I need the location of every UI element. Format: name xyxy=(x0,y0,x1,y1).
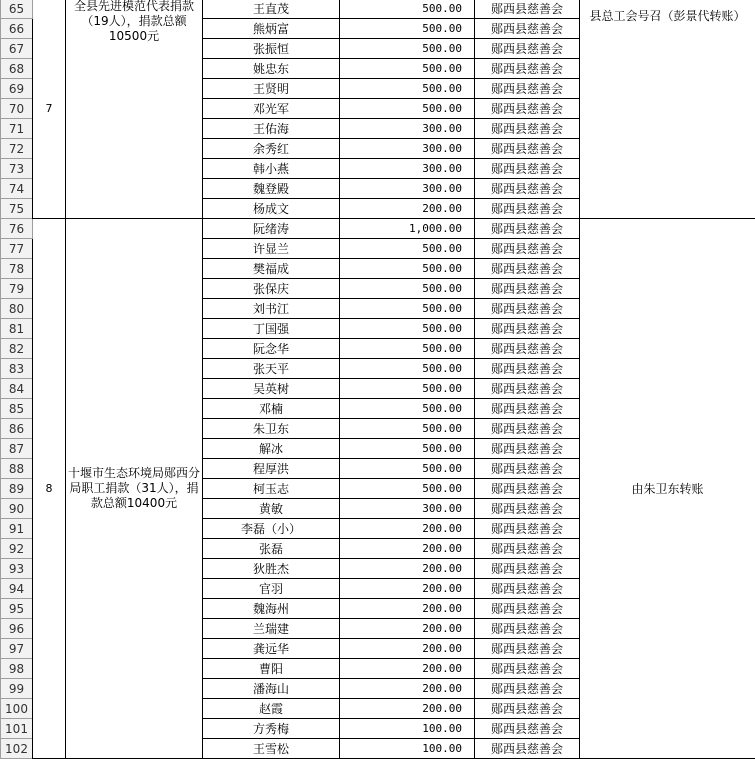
donor-name-cell[interactable]: 邓楠 xyxy=(203,399,340,419)
row-number[interactable]: 68 xyxy=(1,59,33,79)
row-number[interactable]: 97 xyxy=(1,639,33,659)
recipient-org-cell[interactable]: 郧西县慈善会 xyxy=(475,599,580,619)
amount-cell[interactable]: 200.00 xyxy=(340,519,475,539)
row-number[interactable]: 65 xyxy=(1,0,33,19)
row-number[interactable]: 87 xyxy=(1,439,33,459)
donor-name-cell[interactable]: 张振恒 xyxy=(203,39,340,59)
row-number[interactable]: 93 xyxy=(1,559,33,579)
amount-cell[interactable]: 200.00 xyxy=(340,599,475,619)
amount-cell[interactable]: 500.00 xyxy=(340,0,475,19)
recipient-org-cell[interactable]: 郧西县慈善会 xyxy=(475,719,580,739)
row-number[interactable]: 69 xyxy=(1,79,33,99)
donor-name-cell[interactable]: 李磊（小） xyxy=(203,519,340,539)
recipient-org-cell[interactable]: 郧西县慈善会 xyxy=(475,79,580,99)
remark-cell[interactable]: 由朱卫东转账 xyxy=(580,219,755,759)
row-number[interactable]: 83 xyxy=(1,359,33,379)
donor-name-cell[interactable]: 潘海山 xyxy=(203,679,340,699)
group-index-cell[interactable]: 8 xyxy=(33,219,66,759)
donor-name-cell[interactable]: 王佑海 xyxy=(203,119,340,139)
recipient-org-cell[interactable]: 郧西县慈善会 xyxy=(475,319,580,339)
row-number[interactable]: 81 xyxy=(1,319,33,339)
row-number[interactable]: 70 xyxy=(1,99,33,119)
amount-cell[interactable]: 1,000.00 xyxy=(340,219,475,239)
donor-name-cell[interactable]: 狄胜杰 xyxy=(203,559,340,579)
row-number[interactable]: 101 xyxy=(1,719,33,739)
amount-cell[interactable]: 500.00 xyxy=(340,419,475,439)
amount-cell[interactable]: 500.00 xyxy=(340,59,475,79)
amount-cell[interactable]: 200.00 xyxy=(340,679,475,699)
recipient-org-cell[interactable]: 郧西县慈善会 xyxy=(475,219,580,239)
amount-cell[interactable]: 500.00 xyxy=(340,99,475,119)
donor-name-cell[interactable]: 许显兰 xyxy=(203,239,340,259)
donor-name-cell[interactable]: 王直茂 xyxy=(203,0,340,19)
row-number[interactable]: 84 xyxy=(1,379,33,399)
donor-name-cell[interactable]: 柯玉志 xyxy=(203,479,340,499)
row-number[interactable]: 75 xyxy=(1,199,33,219)
amount-cell[interactable]: 500.00 xyxy=(340,259,475,279)
recipient-org-cell[interactable]: 郧西县慈善会 xyxy=(475,179,580,199)
recipient-org-cell[interactable]: 郧西县慈善会 xyxy=(475,299,580,319)
donor-name-cell[interactable]: 吴英树 xyxy=(203,379,340,399)
donor-name-cell[interactable]: 张天平 xyxy=(203,359,340,379)
amount-cell[interactable]: 500.00 xyxy=(340,319,475,339)
recipient-org-cell[interactable]: 郧西县慈善会 xyxy=(475,19,580,39)
amount-cell[interactable]: 200.00 xyxy=(340,699,475,719)
recipient-org-cell[interactable]: 郧西县慈善会 xyxy=(475,59,580,79)
amount-cell[interactable]: 500.00 xyxy=(340,79,475,99)
amount-cell[interactable]: 300.00 xyxy=(340,179,475,199)
row-number[interactable]: 80 xyxy=(1,299,33,319)
donor-name-cell[interactable]: 程厚洪 xyxy=(203,459,340,479)
amount-cell[interactable]: 200.00 xyxy=(340,619,475,639)
table-row xyxy=(1,219,755,239)
donor-name-cell[interactable]: 曹阳 xyxy=(203,659,340,679)
row-number[interactable]: 94 xyxy=(1,579,33,599)
remark-cell[interactable]: 县总工会号召（彭景代转账） xyxy=(580,0,755,219)
donor-name-cell[interactable]: 赵霞 xyxy=(203,699,340,719)
amount-cell[interactable]: 300.00 xyxy=(340,499,475,519)
amount-cell[interactable]: 500.00 xyxy=(340,299,475,319)
row-number[interactable]: 86 xyxy=(1,419,33,439)
row-number[interactable]: 99 xyxy=(1,679,33,699)
recipient-org-cell[interactable]: 郧西县慈善会 xyxy=(475,499,580,519)
donor-name-cell[interactable]: 阮绪涛 xyxy=(203,219,340,239)
donor-name-cell[interactable]: 官羽 xyxy=(203,579,340,599)
row-number[interactable]: 95 xyxy=(1,599,33,619)
recipient-org-cell[interactable]: 郧西县慈善会 xyxy=(475,579,580,599)
recipient-org-cell[interactable]: 郧西县慈善会 xyxy=(475,119,580,139)
row-number[interactable]: 72 xyxy=(1,139,33,159)
row-number[interactable]: 78 xyxy=(1,259,33,279)
row-number[interactable]: 67 xyxy=(1,39,33,59)
recipient-org-cell[interactable]: 郧西县慈善会 xyxy=(475,539,580,559)
amount-cell[interactable]: 500.00 xyxy=(340,479,475,499)
amount-cell[interactable]: 200.00 xyxy=(340,559,475,579)
recipient-org-cell[interactable]: 郧西县慈善会 xyxy=(475,659,580,679)
row-number[interactable]: 71 xyxy=(1,119,33,139)
group-description-cell[interactable]: 十堰市生态环境局郧西分局职工捐款（31人），捐款总额10400元 xyxy=(66,219,203,759)
row-number[interactable]: 74 xyxy=(1,179,33,199)
table-row xyxy=(1,0,755,19)
recipient-org-cell[interactable]: 郧西县慈善会 xyxy=(475,739,580,759)
recipient-org-cell[interactable]: 郧西县慈善会 xyxy=(475,459,580,479)
donor-name-cell[interactable]: 杨成文 xyxy=(203,199,340,219)
recipient-org-cell[interactable]: 郧西县慈善会 xyxy=(475,279,580,299)
recipient-org-cell[interactable]: 郧西县慈善会 xyxy=(475,559,580,579)
amount-cell[interactable]: 500.00 xyxy=(340,239,475,259)
donor-name-cell[interactable]: 王雪松 xyxy=(203,739,340,759)
donor-name-cell[interactable]: 魏登殿 xyxy=(203,179,340,199)
recipient-org-cell[interactable]: 郧西县慈善会 xyxy=(475,619,580,639)
row-number[interactable]: 76 xyxy=(1,219,33,239)
amount-cell[interactable]: 100.00 xyxy=(340,739,475,759)
amount-cell[interactable]: 500.00 xyxy=(340,359,475,379)
amount-cell[interactable]: 200.00 xyxy=(340,639,475,659)
row-number[interactable]: 100 xyxy=(1,699,33,719)
row-number[interactable]: 90 xyxy=(1,499,33,519)
amount-cell[interactable]: 500.00 xyxy=(340,399,475,419)
donor-name-cell[interactable]: 韩小燕 xyxy=(203,159,340,179)
group-description-cell[interactable]: 全县先进模范代表捐款（19人），捐款总额10500元 xyxy=(66,0,203,219)
row-number[interactable]: 79 xyxy=(1,279,33,299)
donor-name-cell[interactable]: 阮念华 xyxy=(203,339,340,359)
row-number[interactable]: 88 xyxy=(1,459,33,479)
row-number[interactable]: 66 xyxy=(1,19,33,39)
donor-name-cell[interactable]: 张磊 xyxy=(203,539,340,559)
recipient-org-cell[interactable]: 郧西县慈善会 xyxy=(475,699,580,719)
amount-cell[interactable]: 200.00 xyxy=(340,199,475,219)
recipient-org-cell[interactable]: 郧西县慈善会 xyxy=(475,679,580,699)
row-number[interactable]: 96 xyxy=(1,619,33,639)
recipient-org-cell[interactable]: 郧西县慈善会 xyxy=(475,359,580,379)
amount-cell[interactable]: 300.00 xyxy=(340,139,475,159)
donor-name-cell[interactable]: 刘书江 xyxy=(203,299,340,319)
recipient-org-cell[interactable]: 郧西县慈善会 xyxy=(475,379,580,399)
donor-name-cell[interactable]: 黄敏 xyxy=(203,499,340,519)
recipient-org-cell[interactable]: 郧西县慈善会 xyxy=(475,519,580,539)
amount-cell[interactable]: 500.00 xyxy=(340,339,475,359)
recipient-org-cell[interactable]: 郧西县慈善会 xyxy=(475,479,580,499)
amount-cell[interactable]: 500.00 xyxy=(340,39,475,59)
row-number[interactable]: 102 xyxy=(1,739,33,759)
donor-name-cell[interactable]: 方秀梅 xyxy=(203,719,340,739)
row-number[interactable]: 77 xyxy=(1,239,33,259)
donor-name-cell[interactable]: 解冰 xyxy=(203,439,340,459)
row-number[interactable]: 73 xyxy=(1,159,33,179)
row-number[interactable]: 89 xyxy=(1,479,33,499)
amount-cell[interactable]: 100.00 xyxy=(340,719,475,739)
recipient-org-cell[interactable]: 郧西县慈善会 xyxy=(475,99,580,119)
donor-name-cell[interactable]: 姚忠东 xyxy=(203,59,340,79)
row-number[interactable]: 85 xyxy=(1,399,33,419)
donor-name-cell[interactable]: 邓光军 xyxy=(203,99,340,119)
amount-cell[interactable]: 500.00 xyxy=(340,439,475,459)
amount-cell[interactable]: 500.00 xyxy=(340,279,475,299)
donor-name-cell[interactable]: 王贤明 xyxy=(203,79,340,99)
donor-name-cell[interactable]: 熊炳富 xyxy=(203,19,340,39)
amount-cell[interactable]: 500.00 xyxy=(340,459,475,479)
row-number[interactable]: 98 xyxy=(1,659,33,679)
amount-cell[interactable]: 200.00 xyxy=(340,539,475,559)
recipient-org-cell[interactable]: 郧西县慈善会 xyxy=(475,0,580,19)
recipient-org-cell[interactable]: 郧西县慈善会 xyxy=(475,339,580,359)
recipient-org-cell[interactable]: 郧西县慈善会 xyxy=(475,259,580,279)
donor-name-cell[interactable]: 张保庆 xyxy=(203,279,340,299)
recipient-org-cell[interactable]: 郧西县慈善会 xyxy=(475,639,580,659)
recipient-org-cell[interactable]: 郧西县慈善会 xyxy=(475,239,580,259)
row-number[interactable]: 92 xyxy=(1,539,33,559)
donor-name-cell[interactable]: 魏海州 xyxy=(203,599,340,619)
recipient-org-cell[interactable]: 郧西县慈善会 xyxy=(475,39,580,59)
amount-cell[interactable]: 200.00 xyxy=(340,659,475,679)
recipient-org-cell[interactable]: 郧西县慈善会 xyxy=(475,419,580,439)
amount-cell[interactable]: 300.00 xyxy=(340,119,475,139)
amount-cell[interactable]: 200.00 xyxy=(340,579,475,599)
row-number[interactable]: 82 xyxy=(1,339,33,359)
donor-name-cell[interactable]: 朱卫东 xyxy=(203,419,340,439)
recipient-org-cell[interactable]: 郧西县慈善会 xyxy=(475,439,580,459)
row-number[interactable]: 91 xyxy=(1,519,33,539)
recipient-org-cell[interactable]: 郧西县慈善会 xyxy=(475,399,580,419)
donor-name-cell[interactable]: 兰瑞建 xyxy=(203,619,340,639)
donor-name-cell[interactable]: 丁国强 xyxy=(203,319,340,339)
recipient-org-cell[interactable]: 郧西县慈善会 xyxy=(475,139,580,159)
amount-cell[interactable]: 500.00 xyxy=(340,379,475,399)
donor-name-cell[interactable]: 龚远华 xyxy=(203,639,340,659)
donor-name-cell[interactable]: 樊福成 xyxy=(203,259,340,279)
amount-cell[interactable]: 500.00 xyxy=(340,19,475,39)
donor-name-cell[interactable]: 余秀红 xyxy=(203,139,340,159)
amount-cell[interactable]: 300.00 xyxy=(340,159,475,179)
recipient-org-cell[interactable]: 郧西县慈善会 xyxy=(475,199,580,219)
recipient-org-cell[interactable]: 郧西县慈善会 xyxy=(475,159,580,179)
group-index-cell[interactable]: 7 xyxy=(33,0,66,219)
